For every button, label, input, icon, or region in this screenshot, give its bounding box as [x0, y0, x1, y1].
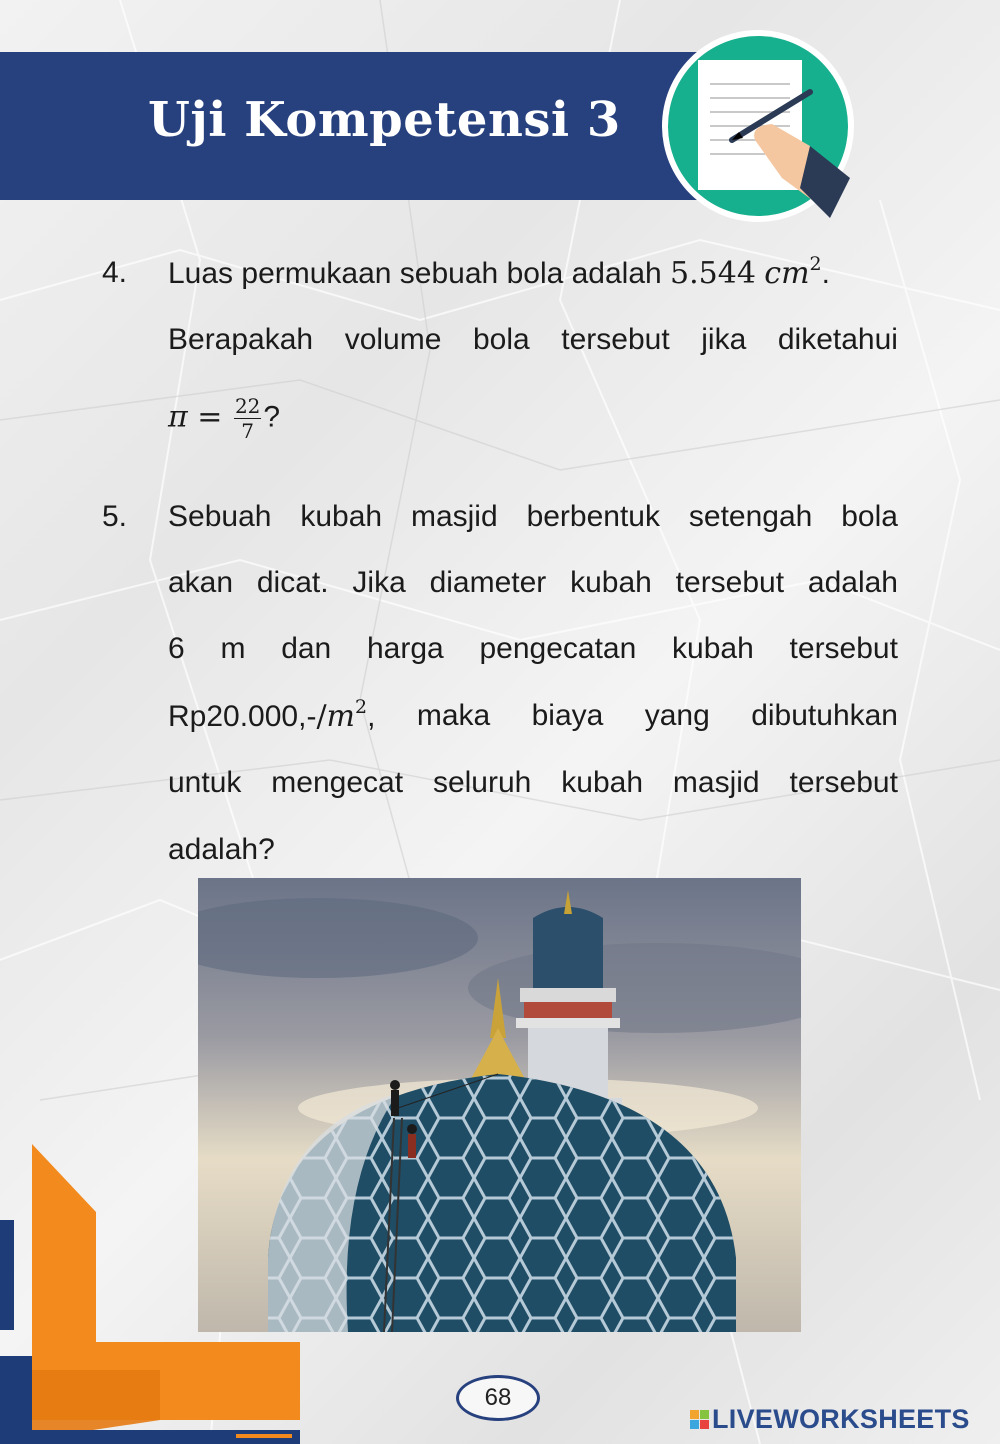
question-number: 4. — [102, 256, 128, 289]
question-text-line: $Rp20.000,-/m^2$, maka biaya yang dibutuhkan — [168, 696, 898, 734]
question-text-line: adalah? — [168, 833, 275, 866]
question-text-line: untuk mengecat seluruh kubah masjid tersebut — [168, 766, 898, 799]
question-text-line: Sebuah kubah masjid berbentuk setengah bola — [168, 500, 898, 533]
page-number: 68 — [456, 1375, 540, 1421]
question-text-line: 6 m dan harga pengecatan kubah tersebut — [168, 632, 898, 665]
question-number: 5. — [102, 500, 128, 533]
pi-fraction: $\frac{22}{7}$ — [234, 394, 261, 443]
liveworksheets-grid-icon — [690, 1410, 709, 1429]
question-formula-line: π = $\frac{22}{7}$ ? — [168, 394, 281, 443]
worksheet-writing-icon — [660, 28, 856, 224]
question-text-line: Berapakah volume bola tersebut jika diketahui — [168, 323, 898, 356]
question-text-line: Luas permukaan sebuah bola adalah 5.544 $cm^2$. — [168, 253, 830, 291]
page-title: Uji Kompetensi 3 — [148, 92, 621, 148]
liveworksheets-logo: LIVEWORKSHEETS — [690, 1404, 970, 1435]
question-text-line: akan dicat. Jika diameter kubah tersebut adalah — [168, 566, 898, 599]
mosque-dome-painting-photo — [198, 878, 801, 1332]
